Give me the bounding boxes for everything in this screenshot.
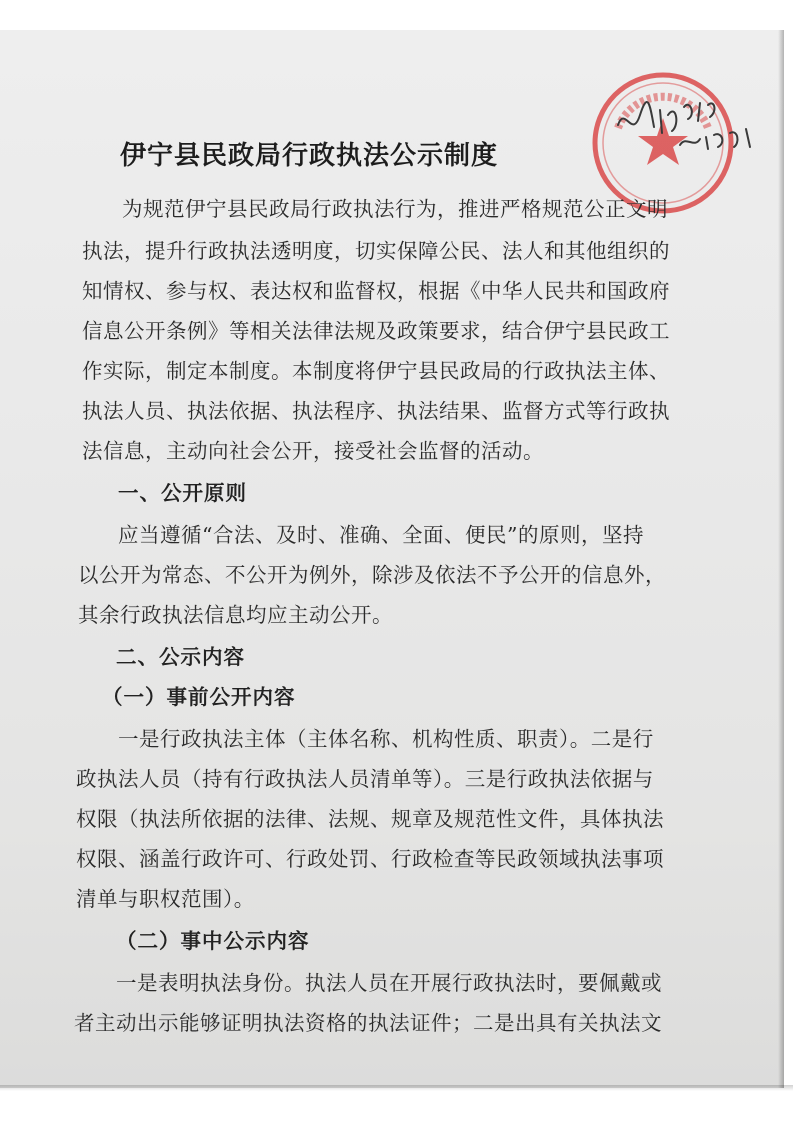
pre-content-line: 一是行政执法主体（主体名称、机构性质、职责）。二是行 xyxy=(118,727,654,751)
principle-line: 应当遵循“合法、及时、准确、全面、便民”的原则，坚持 xyxy=(118,523,644,547)
intro-line: 法信息，主动向社会公开，接受社会监督的活动。 xyxy=(82,439,544,463)
document-title: 伊宁县民政局行政执法公示制度 xyxy=(120,141,499,171)
intro-line: 执法人员、执法依据、执法程序、执法结果、监督方式等行政执 xyxy=(82,399,670,423)
section-heading-content: 二、公示内容 xyxy=(116,645,245,669)
subsection-heading-during: （二）事中公示内容 xyxy=(116,929,310,953)
during-content-line: 一是表明执法身份。执法人员在开展行政执法时，要佩戴或 xyxy=(116,971,662,995)
intro-line: 作实际，制定本制度。本制度将伊宁县民政局的行政执法主体、 xyxy=(82,359,670,383)
document-photo xyxy=(0,30,784,1088)
intro-line: 知情权、参与权、表达权和监督权，根据《中华人民共和国政府 xyxy=(82,279,670,303)
principle-line: 以公开为常态、不公开为例外，除涉及依法不予公开的信息外， xyxy=(78,563,666,587)
pre-content-line: 政执法人员（持有行政执法人员清单等）。三是行政执法依据与 xyxy=(76,767,654,791)
during-content-line: 者主动出示能够证明执法资格的执法证件；二是出具有关执法文 xyxy=(74,1011,662,1035)
pre-content-line: 权限（执法所依据的法律、法规、规章及规范性文件，具体执法 xyxy=(76,807,664,831)
intro-line: 信息公开条例》等相关法律法规及政策要求，结合伊宁县民政工 xyxy=(82,319,670,343)
section-heading-principles: 一、公开原则 xyxy=(118,481,247,505)
subsection-heading-pre: （一）事前公开内容 xyxy=(102,685,296,709)
pre-content-line: 权限、涵盖行政许可、行政处罚、行政检查等民政领域执法事项 xyxy=(76,847,664,871)
page-bottom-shadow xyxy=(0,1085,793,1091)
pre-content-line: 清单与职权范围）。 xyxy=(76,887,255,911)
intro-line: 执法，提升行政执法透明度，切实保障公民、法人和其他组织的 xyxy=(82,239,670,263)
principle-line: 其余行政执法信息均应主动公开。 xyxy=(78,603,393,627)
intro-line: 为规范伊宁县民政局行政执法行为，推进严格规范公正文明 xyxy=(122,197,668,221)
